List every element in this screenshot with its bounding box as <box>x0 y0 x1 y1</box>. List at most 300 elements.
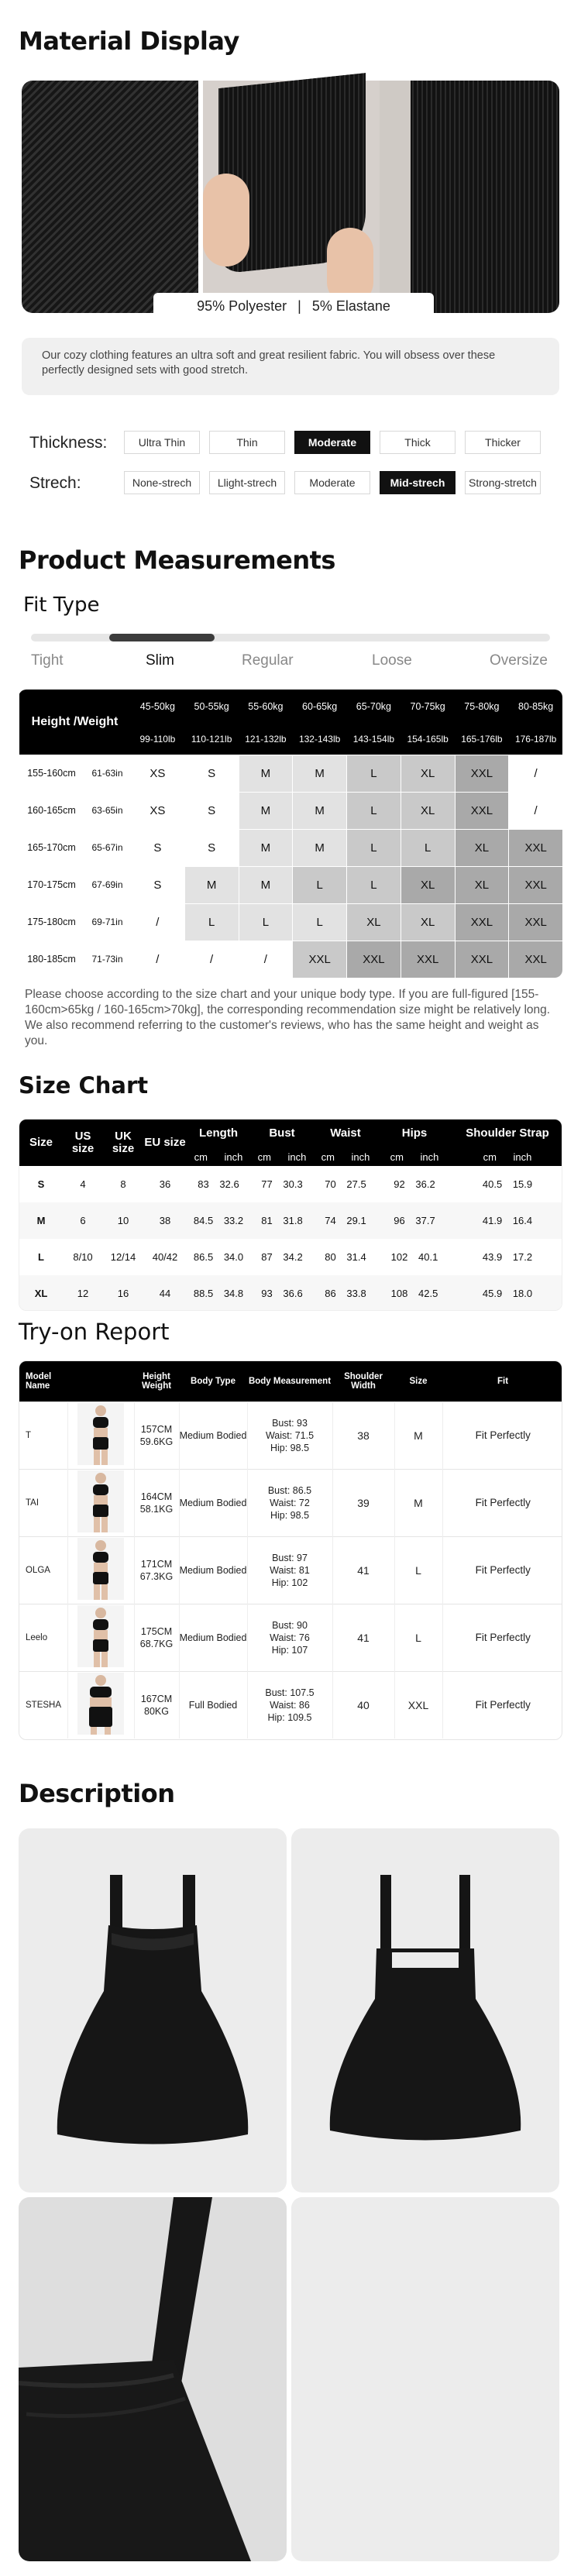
size-chart-header-1: US size <box>71 1130 95 1155</box>
size-cell: L <box>239 903 293 941</box>
size-cell: XXL <box>455 755 509 792</box>
tryon-header-4: Body Measurement <box>248 1376 332 1386</box>
size-chart-cell: XL <box>34 1288 48 1299</box>
tryon-header-6: Size <box>409 1376 428 1386</box>
unit-inch: inch <box>420 1150 439 1163</box>
unit-cm: cm <box>194 1150 208 1163</box>
model-name: TAI <box>19 1469 67 1536</box>
unit-inch: inch <box>224 1150 243 1163</box>
composition-separator: | <box>297 297 301 314</box>
size-chart-cell: 4 <box>80 1178 86 1190</box>
tryon-size: XXL <box>394 1671 442 1739</box>
size-chart-cell: 10 <box>117 1215 129 1226</box>
bust: Bust: 93 <box>272 1417 308 1429</box>
size-chart-cell: 44 <box>159 1288 171 1299</box>
thick-pills-2: Moderate <box>294 431 370 454</box>
value-inch: 15.9 <box>512 1178 533 1190</box>
model-weight: 59.6KG <box>139 1436 174 1447</box>
body-type: Medium Bodied <box>179 1469 247 1536</box>
stretch-pills-4: Strong-stretch <box>465 471 541 494</box>
corner-header: Height /Weight <box>31 714 119 728</box>
value-inch: 16.4 <box>512 1215 533 1226</box>
size-chart-pair <box>314 1239 377 1275</box>
tryon-size: L <box>394 1604 442 1671</box>
size-cell: L <box>347 755 401 792</box>
model-photo <box>67 1671 134 1739</box>
model-height: 167CM <box>140 1693 173 1704</box>
body-measurement <box>247 1604 332 1671</box>
height-weight <box>134 1536 179 1604</box>
fit-result: Fit Perfectly <box>475 1429 531 1441</box>
value-cm: 96 <box>394 1215 405 1226</box>
bust: Bust: 107.5 <box>265 1687 315 1698</box>
size-chart-pair <box>377 1239 452 1275</box>
body-type: Full Bodied <box>179 1671 247 1739</box>
size-cell: XL <box>401 903 455 941</box>
weight-lb-7: 176-187lb <box>514 733 557 745</box>
size-cell: XXL <box>509 866 562 903</box>
unit-row-5 <box>250 1147 314 1166</box>
size-cell: XXL <box>509 941 562 978</box>
body-type: Medium Bodied <box>179 1604 247 1671</box>
value-cm: 41.9 <box>482 1215 503 1226</box>
size-cell: S <box>184 792 239 829</box>
body-measurement <box>247 1401 332 1469</box>
waist: Waist: 86 <box>270 1699 310 1711</box>
fit-track <box>31 634 550 641</box>
tryon-title: Try-on Report <box>19 1319 170 1345</box>
size-chart-pair <box>187 1202 250 1239</box>
size-cell: XL <box>401 755 455 792</box>
weight-kg-0: 45-50kg <box>139 701 175 712</box>
size-chart-pair <box>452 1202 562 1239</box>
value-cm: 43.9 <box>482 1251 503 1263</box>
size-row <box>19 755 563 792</box>
size-chart-row <box>19 1166 562 1202</box>
weight-lb-1: 110-121lb <box>191 733 232 745</box>
value-inch: 33.2 <box>223 1215 244 1226</box>
value-cm: 81 <box>261 1215 273 1226</box>
tryon-header-7: Fit <box>497 1376 509 1386</box>
size-chart-header-6: Waist <box>330 1126 361 1140</box>
row-height-in: 61-63in <box>84 755 131 792</box>
weight-kg-1: 50-55kg <box>194 701 229 712</box>
tryon-row <box>19 1604 562 1671</box>
value-cm: 70 <box>325 1178 336 1190</box>
shoulder-width: 40 <box>332 1671 394 1739</box>
stretch-label: Strech: <box>29 474 81 492</box>
size-cell: L <box>401 829 455 866</box>
value-cm: 80 <box>325 1251 336 1263</box>
size-cell: XXL <box>455 792 509 829</box>
shoulder-width: 39 <box>332 1469 394 1536</box>
size-chart-row <box>19 1239 562 1275</box>
model-photo <box>67 1469 134 1536</box>
fit-result: Fit Perfectly <box>475 1563 531 1576</box>
size-chart-cell: L <box>38 1251 44 1263</box>
value-inch: 40.1 <box>418 1251 438 1263</box>
row-height-in: 67-69in <box>84 866 131 903</box>
model-name: OLGA <box>19 1536 67 1604</box>
measurements-title: Product Measurements <box>19 545 335 575</box>
size-chart-pair <box>377 1166 452 1202</box>
model-weight: 68.7KG <box>139 1638 174 1649</box>
size-cell: L <box>347 792 401 829</box>
unit-row-4 <box>187 1147 250 1166</box>
size-cell: / <box>131 941 185 978</box>
size-cell: M <box>293 755 347 792</box>
size-cell: XL <box>347 903 401 941</box>
size-cell: XL <box>401 792 455 829</box>
value-inch: 34.0 <box>223 1251 244 1263</box>
row-height-in: 71-73in <box>84 941 131 978</box>
waist: Waist: 71.5 <box>265 1429 315 1441</box>
value-inch: 36.2 <box>415 1178 435 1190</box>
size-cell: XXL <box>455 903 509 941</box>
stretch-pills-0: None-strech <box>124 471 200 494</box>
size-cell: XS <box>131 755 185 792</box>
composition-elastane: 5% Elastane <box>311 297 390 314</box>
model-height: 175CM <box>140 1625 173 1637</box>
size-cell: M <box>239 829 293 866</box>
value-inch: 30.3 <box>283 1178 303 1190</box>
unit-inch: inch <box>287 1150 307 1163</box>
dress-front-photo <box>19 1828 287 2193</box>
unit-inch: inch <box>513 1150 532 1163</box>
fabric-photo-1 <box>22 81 198 313</box>
fabric-photo-3 <box>384 81 559 313</box>
tryon-header-5: Shoulder Width <box>344 1371 383 1391</box>
value-inch: 42.5 <box>418 1288 438 1299</box>
row-height-cm: 165-170cm <box>19 829 84 866</box>
weight-kg-5: 70-75kg <box>410 701 445 712</box>
row-height-cm: 155-160cm <box>19 755 84 792</box>
size-chart-cell: 40/42 <box>152 1251 178 1263</box>
value-cm: 102 <box>390 1251 408 1263</box>
weight-kg-2: 55-60kg <box>248 701 284 712</box>
tryon-size: L <box>394 1536 442 1604</box>
size-chart-header-7: Hips <box>401 1126 428 1140</box>
value-cm: 40.5 <box>482 1178 503 1190</box>
size-chart-header-8: Shoulder Strap <box>466 1126 549 1140</box>
size-chart-cell: 36 <box>159 1178 171 1190</box>
size-cell: XXL <box>293 941 347 978</box>
unit-row-6 <box>314 1147 377 1166</box>
thick-pills-4: Thicker <box>465 431 541 454</box>
value-cm: 86.5 <box>193 1251 214 1263</box>
value-cm: 83 <box>198 1178 209 1190</box>
model-weight: 58.1KG <box>139 1503 174 1515</box>
waist: Waist: 81 <box>270 1564 310 1576</box>
model-weight: 67.3KG <box>139 1570 174 1582</box>
weight-lb-2: 121-132lb <box>245 733 287 745</box>
size-chart-cell: 16 <box>117 1288 129 1299</box>
waist: Waist: 76 <box>270 1632 310 1643</box>
tryon-table <box>19 1360 562 1740</box>
weight-lb-3: 132-143lb <box>298 733 341 745</box>
weight-lb-6: 165-176lb <box>461 733 503 745</box>
size-chart-header-0: Size <box>29 1136 53 1149</box>
size-cell: XXL <box>455 941 509 978</box>
size-chart-cell: M <box>36 1215 46 1226</box>
value-cm: 108 <box>390 1288 408 1299</box>
size-cell: XXL <box>509 829 562 866</box>
size-row <box>19 792 563 829</box>
size-cell: L <box>293 866 347 903</box>
size-chart-cell: 12/14 <box>110 1251 136 1263</box>
fit-option-0: Tight <box>31 652 64 669</box>
fit-option-4: Oversize <box>490 652 548 669</box>
composition-polyester: 95% Polyester <box>197 297 287 314</box>
height-weight <box>134 1604 179 1671</box>
unit-row-8 <box>452 1147 562 1166</box>
size-cell: L <box>347 829 401 866</box>
size-cell: L <box>293 903 347 941</box>
bust: Bust: 97 <box>272 1552 308 1563</box>
value-inch: 37.7 <box>415 1215 435 1226</box>
unit-inch: inch <box>351 1150 370 1163</box>
hip: Hip: 98.5 <box>270 1509 310 1521</box>
fit-option-2: Regular <box>242 652 294 669</box>
shoulder-width: 41 <box>332 1604 394 1671</box>
model-height: 171CM <box>140 1558 173 1570</box>
tryon-size: M <box>394 1469 442 1536</box>
value-inch: 36.6 <box>283 1288 303 1299</box>
size-chart-pair <box>452 1239 562 1275</box>
unit-cm: cm <box>257 1150 271 1163</box>
tryon-row <box>19 1401 562 1469</box>
model-photo <box>67 1604 134 1671</box>
size-chart-cell: 12 <box>77 1288 89 1299</box>
weight-lb-5: 154-165lb <box>407 733 449 745</box>
size-chart-pair <box>187 1239 250 1275</box>
size-cell: XXL <box>401 941 455 978</box>
size-cell: / <box>131 903 185 941</box>
model-weight: 80KG <box>144 1705 169 1717</box>
fit-result: Fit Perfectly <box>475 1698 531 1711</box>
hip: Hip: 107 <box>271 1644 308 1656</box>
row-height-in: 63-65in <box>84 792 131 829</box>
dress-back-photo <box>291 1828 559 2193</box>
dress-detail-photo <box>19 2197 287 2561</box>
size-chart-cell: 8/10 <box>73 1251 93 1263</box>
value-inch: 18.0 <box>512 1288 533 1299</box>
value-inch: 32.6 <box>219 1178 239 1190</box>
size-cell: XL <box>455 866 509 903</box>
size-cell: M <box>239 866 293 903</box>
size-cell: L <box>347 866 401 903</box>
value-cm: 86 <box>325 1288 336 1299</box>
fit-option-1: Slim <box>146 652 174 669</box>
size-chart-cell: 38 <box>159 1215 171 1226</box>
size-chart-pair <box>187 1166 250 1202</box>
composition-label <box>153 293 434 319</box>
row-height-cm: 160-165cm <box>19 792 84 829</box>
value-inch: 27.5 <box>346 1178 366 1190</box>
weight-kg-3: 60-65kg <box>302 701 338 712</box>
size-cell: XS <box>131 792 185 829</box>
size-chart-header-5: Bust <box>269 1126 295 1140</box>
value-inch: 34.8 <box>223 1288 244 1299</box>
fit-result: Fit Perfectly <box>475 1631 531 1643</box>
size-chart-pair <box>452 1166 562 1202</box>
size-cell: M <box>293 792 347 829</box>
size-cell: / <box>509 755 562 792</box>
size-chart-row <box>19 1275 562 1311</box>
value-inch: 31.4 <box>346 1251 366 1263</box>
model-height: 157CM <box>140 1423 173 1435</box>
size-row <box>19 829 563 866</box>
tryon-header-2: Height Weight <box>141 1371 172 1391</box>
fabric-photo-2 <box>203 81 380 313</box>
model-photo <box>67 1536 134 1604</box>
fabric-closeup-photo <box>291 2197 559 2561</box>
size-chart-pair <box>314 1275 377 1311</box>
shoulder-width: 41 <box>332 1536 394 1604</box>
size-row <box>19 903 563 941</box>
stretch-pills-3: Mid-strech <box>380 471 456 494</box>
size-chart-header-3: EU size <box>144 1136 186 1149</box>
size-chart-pair <box>377 1202 452 1239</box>
size-row <box>19 866 563 903</box>
height-weight <box>134 1401 179 1469</box>
size-chart-row <box>19 1202 562 1239</box>
value-inch: 34.2 <box>283 1251 303 1263</box>
size-note: Please choose according to the size chart and your unique body type. If you are full-figured [155-160cm>65kg / 160-165cm>70kg], the corresponding recommendation size might be relatively long. We also recommend referring to the customer's reviews, who has the same height and weight as you. <box>25 988 551 1047</box>
thick-pills-0: Ultra Thin <box>124 431 200 454</box>
value-cm: 74 <box>325 1215 336 1226</box>
size-chart-pair <box>250 1202 314 1239</box>
model-height: 164CM <box>140 1491 173 1502</box>
height-weight <box>134 1469 179 1536</box>
waist: Waist: 72 <box>270 1497 310 1508</box>
size-chart-pair <box>314 1202 377 1239</box>
body-measurement <box>247 1536 332 1604</box>
tryon-header-0: Model Name <box>26 1371 52 1391</box>
size-cell: XXL <box>509 903 562 941</box>
model-name: T <box>19 1401 67 1469</box>
size-cell: / <box>239 941 293 978</box>
size-cell: XXL <box>347 941 401 978</box>
bust: Bust: 90 <box>272 1619 308 1631</box>
unit-cm: cm <box>483 1150 497 1163</box>
weight-kg-6: 75-80kg <box>464 701 500 712</box>
bust: Bust: 86.5 <box>267 1484 312 1496</box>
body-type: Medium Bodied <box>179 1401 247 1469</box>
value-cm: 87 <box>261 1251 273 1263</box>
model-photo <box>67 1401 134 1469</box>
size-cell: S <box>184 829 239 866</box>
weight-kg-7: 80-85kg <box>518 701 554 712</box>
size-row <box>19 941 563 978</box>
row-height-cm: 170-175cm <box>19 866 84 903</box>
fit-type-title: Fit Type <box>23 593 100 617</box>
weight-lb-0: 99-110lb <box>139 733 176 745</box>
size-cell: M <box>293 829 347 866</box>
stretch-pills-1: Llight-strech <box>209 471 285 494</box>
size-cell: XL <box>455 829 509 866</box>
value-cm: 77 <box>261 1178 273 1190</box>
model-name: Leelo <box>19 1604 67 1671</box>
material-description: Our cozy clothing features an ultra soft and great resilient fabric. You will obsess over these perfectly designed sets with good stretch. <box>22 338 559 395</box>
size-chart-pair <box>187 1275 250 1311</box>
value-inch: 33.8 <box>346 1288 366 1299</box>
size-chart-pair <box>377 1275 452 1311</box>
size-cell: / <box>184 941 239 978</box>
size-chart-pair <box>250 1239 314 1275</box>
hip: Hip: 98.5 <box>270 1442 310 1453</box>
value-cm: 84.5 <box>193 1215 214 1226</box>
size-chart-cell: S <box>37 1178 45 1190</box>
size-chart-pair <box>250 1166 314 1202</box>
size-chart-header-2: UK size <box>112 1130 135 1155</box>
size-chart-cell: 6 <box>80 1215 86 1226</box>
body-measurement <box>247 1671 332 1739</box>
size-cell: XL <box>401 866 455 903</box>
size-cell: M <box>239 755 293 792</box>
size-chart-header-4: Length <box>199 1126 238 1140</box>
tryon-row <box>19 1469 562 1536</box>
size-chart-pair <box>250 1275 314 1311</box>
unit-cm: cm <box>390 1150 404 1163</box>
body-measurement <box>247 1469 332 1536</box>
body-type: Medium Bodied <box>179 1536 247 1604</box>
hip: Hip: 102 <box>271 1577 308 1588</box>
row-height-in: 65-67in <box>84 829 131 866</box>
stretch-pills-2: Moderate <box>294 471 370 494</box>
size-cell: M <box>184 866 239 903</box>
tryon-header-3: Body Type <box>191 1376 235 1386</box>
size-cell: M <box>239 792 293 829</box>
tryon-header-1 <box>67 1361 134 1401</box>
height-weight <box>134 1671 179 1739</box>
description-title: Description <box>19 1779 175 1808</box>
tryon-row <box>19 1536 562 1604</box>
weight-lb-4: 143-154lb <box>352 733 395 745</box>
fit-option-3: Loose <box>372 652 412 669</box>
hip: Hip: 109.5 <box>267 1711 312 1723</box>
size-cell: S <box>184 755 239 792</box>
value-cm: 92 <box>394 1178 405 1190</box>
row-height-cm: 180-185cm <box>19 941 84 978</box>
size-cell: / <box>509 792 562 829</box>
tryon-size: M <box>394 1401 442 1469</box>
value-inch: 29.1 <box>346 1215 366 1226</box>
unit-cm: cm <box>321 1150 335 1163</box>
size-chart-cell: 8 <box>120 1178 126 1190</box>
size-chart-title: Size Chart <box>19 1072 149 1099</box>
size-chart-pair <box>452 1275 562 1311</box>
row-height-in: 69-71in <box>84 903 131 941</box>
model-name: STESHA <box>19 1671 67 1739</box>
size-chart-pair <box>314 1166 377 1202</box>
value-inch: 31.8 <box>283 1215 303 1226</box>
value-cm: 88.5 <box>193 1288 214 1299</box>
weight-kg-4: 65-70kg <box>356 701 391 712</box>
value-cm: 93 <box>261 1288 273 1299</box>
fit-result: Fit Perfectly <box>475 1496 531 1508</box>
unit-row-7 <box>377 1147 452 1166</box>
thick-pills-1: Thin <box>209 431 285 454</box>
size-cell: S <box>131 866 185 903</box>
size-recommend-table <box>19 690 562 978</box>
material-title: Material Display <box>19 26 239 56</box>
size-chart-table <box>19 1119 562 1311</box>
size-cell: S <box>131 829 185 866</box>
thickness-label: Thickness: <box>29 434 108 452</box>
shoulder-width: 38 <box>332 1401 394 1469</box>
tryon-row <box>19 1671 562 1739</box>
